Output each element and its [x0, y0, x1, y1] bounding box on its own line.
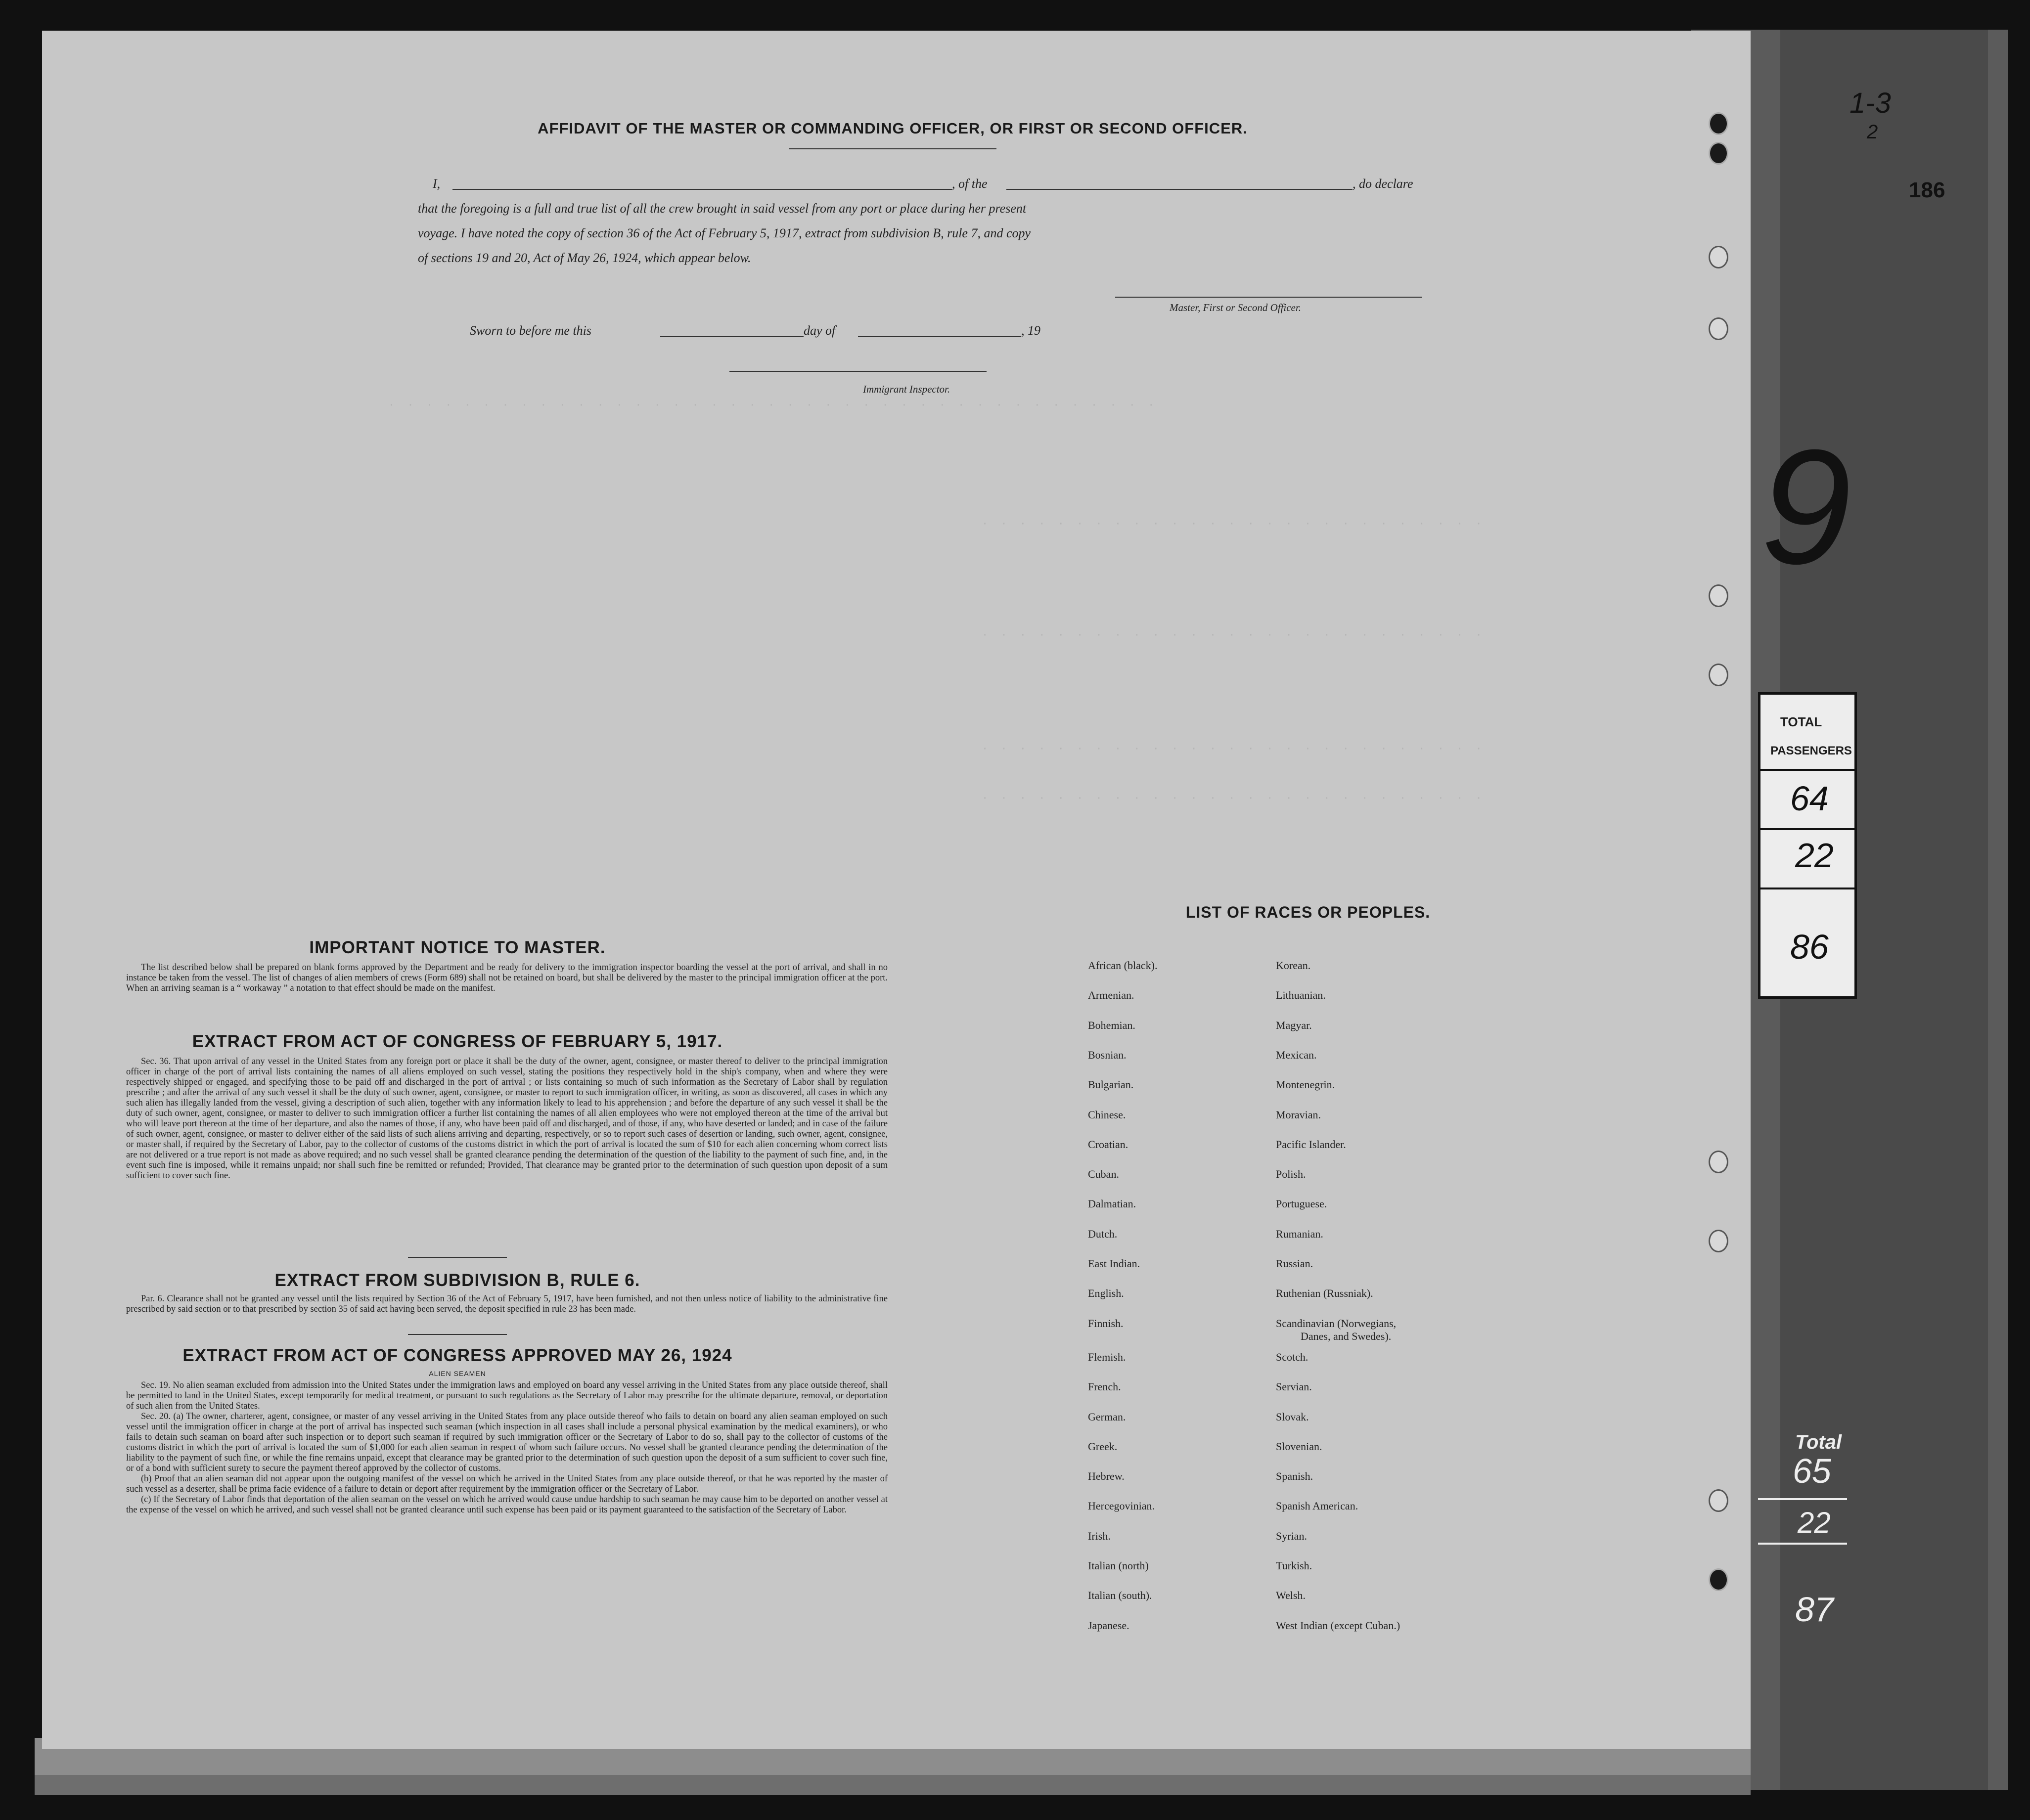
race-left-0: African (black). — [1088, 959, 1158, 972]
race-right-0: Korean. — [1276, 959, 1311, 972]
race-left-16: Greek. — [1088, 1440, 1118, 1453]
race-right-13: Scotch. — [1276, 1350, 1308, 1363]
extract-1924-subtitle: ALIEN SEAMEN — [429, 1370, 486, 1377]
margin-note-sub: 2 — [1867, 121, 1878, 143]
race-left-22: Japanese. — [1088, 1619, 1129, 1632]
vessel-blank — [1006, 189, 1353, 190]
race-left-19: Irish. — [1088, 1529, 1111, 1542]
race-left-4: Bulgarian. — [1088, 1078, 1134, 1091]
race-left-7: Cuban. — [1088, 1168, 1119, 1181]
margin-big-number: 9 — [1760, 415, 1851, 598]
section-divider — [408, 1334, 507, 1335]
race-left-3: Bosnian. — [1088, 1048, 1127, 1061]
race-right-1: Lithuanian. — [1276, 989, 1326, 1002]
tally-lower-value-1: 65 — [1793, 1452, 1831, 1490]
sworn-year: , 19 — [1021, 323, 1040, 338]
lower-sheet-edge-shadow — [35, 1775, 1751, 1795]
race-right-9: Rumanian. — [1276, 1227, 1323, 1240]
race-right-12: Scandinavian (Norwegians, — [1276, 1317, 1397, 1330]
race-right-20: Turkish. — [1276, 1559, 1312, 1572]
extract-1924-title: EXTRACT FROM ACT OF CONGRESS APPROVED MAY 26, 1924 — [182, 1346, 732, 1365]
binding-hole — [1709, 1568, 1728, 1591]
extract-1924-text — [126, 1380, 888, 1515]
binding-hole — [1709, 1230, 1728, 1252]
sworn-dayof: day of — [804, 323, 836, 338]
extract-1917-paragraph: Sec. 36. That upon arrival of any vessel in the United States from any foreign port or place it shall be the duty of the owner, agent, consignee, or master thereof to deliver to the principal immigration officer in charge of the port of arrival lists containing the names of all aliens employed on such vessel, stating the positions they respectively hold in the ship's company, when and where they were respectively shipped or engaged, and specifying those to be paid off and discharged in the port of arrival ; or lists containing so much of such information as the Secretary of Labor shall by regulation prescribe ; and after the arrival of any such vessel it shall be the duty of such owner, agent, consignee, or master to report to such immigration officer, in writing, as soon as discovered, all cases in which any such alien has illegally landed from the vessel, giving a description of such alien, together with any information likely to lead to his apprehension ; and before the departure of any such vessel it shall be the duty of such owner, agent, consignee, or master to deliver to such immigration officer a further list containing the names of all alien employees who were not employed thereon at the time of the arrival but who will leave port thereon at the time of her departure, and also the names of those, if any, who have been paid off and discharged, and of those, if any, who have deserted or landed; and in case of the failure of such owner, agent, consignee, or master to deliver either of the said lists of such aliens arriving and departing, respectively, or so to report such cases of desertion or landing, such owner, agent, consignee, or master shall, if required by the Secretary of Labor, pay to the collector of customs of the customs district in which the port of arrival is located the sum of $10 for each alien concerning whom correct lists are not delivered or a true report is not made as above required; and no such vessel shall be granted clearance pending the determination of the question of the liability to the payment of such fine, and, in the event such fine is imposed, while it remains unpaid; nor shall such fine be remitted or refunded; Provided, That clearance may be granted prior to the determination of such question upon deposit of a sum sufficient to cover such fine. — [126, 1057, 888, 1181]
extract-rule6-title: EXTRACT FROM SUBDIVISION B, RULE 6. — [274, 1271, 640, 1290]
name-blank — [452, 189, 952, 190]
extract-1924-sec20c: (c) If the Secretary of Labor finds that deportation of the alien seaman on the vessel on which he arrived would cause undue hardship to such seaman he may cause him to be deported on another vessel at the expense of the vessel on which he arrived, and such vessel shall not be granted clearance until such expense has been paid or its payment guaranteed to the satisfaction of the Secretary of Labor. — [126, 1495, 888, 1515]
race-right-2: Magyar. — [1276, 1019, 1312, 1031]
sworn-month-blank — [858, 336, 1021, 337]
race-right-22: West Indian (except Cuban.) — [1276, 1619, 1400, 1632]
affidavit-title-rule — [789, 148, 996, 149]
race-left-10: East Indian. — [1088, 1257, 1140, 1270]
extract-1917-text — [126, 1057, 888, 1181]
tally-upper-header1: TOTAL — [1780, 714, 1822, 729]
binding-hole — [1709, 142, 1728, 165]
race-left-20: Italian (north) — [1088, 1559, 1149, 1572]
tally-lower — [1758, 1429, 1854, 1646]
extract-rule6-paragraph: Par. 6. Clearance shall not be granted any vessel until the lists required by Section 36 of the Act of February 5, 1917, have been furnished, and not then unless notice of liability to the administrative fine prescribed by said section or to that prescribed by section 35 of said act having been served, the deposit specified in rule 23 has been made. — [126, 1294, 888, 1314]
binding-hole — [1709, 664, 1728, 686]
margin-note-number: 186 — [1909, 178, 1945, 202]
binding-hole — [1709, 317, 1728, 340]
affidavit-line3: voyage. I have noted the copy of section 36 of the Act of February 5, 1917, extract from subdivision B, rule 7, and copy — [418, 226, 1031, 240]
race-right-21: Welsh. — [1276, 1589, 1306, 1602]
extract-rule6-text — [126, 1294, 888, 1315]
race-left-13: Flemish. — [1088, 1350, 1126, 1363]
section-divider — [408, 1257, 507, 1258]
bleed-through-row: · · · · · · · · · · · · · · · · · · · · · · · · · · · · · · · · · · · · · · · · · — [388, 399, 1158, 411]
bleed-through-row: · · · · · · · · · · · · · · · · · · · · · · · · · · · — [982, 743, 1485, 755]
document-page — [42, 31, 1751, 1749]
tally-upper-value-2: 22 — [1795, 836, 1834, 875]
affidavit-line1-ofthe: , of the — [952, 177, 988, 191]
race-right-7: Polish. — [1276, 1168, 1306, 1181]
master-signature-label: Master, First or Second Officer. — [1170, 302, 1301, 313]
race-right-8: Portuguese. — [1276, 1198, 1327, 1210]
master-signature-line — [1115, 297, 1422, 298]
race-left-14: French. — [1088, 1380, 1121, 1393]
race-left-18: Hercegovinian. — [1088, 1500, 1155, 1512]
tally-upper — [1758, 692, 1857, 999]
race-left-9: Dutch. — [1088, 1227, 1118, 1240]
notice-title: IMPORTANT NOTICE TO MASTER. — [309, 938, 606, 957]
bleed-through-row: · · · · · · · · · · · · · · · · · · · · · · · · · · · — [982, 629, 1485, 641]
race-right-6: Pacific Islander. — [1276, 1138, 1346, 1151]
tally-upper-header2: PASSENGERS — [1770, 744, 1852, 757]
tally-upper-value-1: 64 — [1790, 779, 1829, 818]
margin-note-top: 1-3 — [1850, 87, 1891, 119]
race-left-1: Armenian. — [1088, 989, 1134, 1002]
race-right-18: Spanish American. — [1276, 1500, 1358, 1512]
binding-hole — [1709, 1489, 1728, 1512]
race-right-15: Slovak. — [1276, 1410, 1309, 1423]
race-right-5: Moravian. — [1276, 1108, 1321, 1121]
affidavit-line4: of sections 19 and 20, Act of May 26, 1924, which appear below. — [418, 251, 751, 265]
extract-1924-sec20a: Sec. 20. (a) The owner, charterer, agent, consignee, or master of any vessel arriving in the United States from any place outside thereof who fails to detain on board any alien seaman employed on such vessel until the immigration officer in charge at the port of arrival has inspected such seaman (which inspection in all cases shall include a personal physical examination by the medical examiners), or who fails to detain such seaman on board after such inspection or to deport such seaman if required by such immigration officer or the Secretary of Labor to do so, shall pay to the collector of customs of the customs district in which the port of arrival is located the sum of $1,000 for each alien seaman in respect of whom such failure occurs. No vessel shall be granted clearance pending the determination of the liability to the payment of such fine, or while the fine remains unpaid, except that clearance may be granted prior to the determination of such question upon the deposit of a sum sufficient to cover such fine, or of a bond with sufficient surety to secure the payment thereof approved by the collector of customs. — [126, 1412, 888, 1473]
race-left-21: Italian (south). — [1088, 1589, 1152, 1602]
binding-hole — [1709, 112, 1728, 135]
bleed-through-row: · · · · · · · · · · · · · · · · · · · · · · · · · · · — [982, 518, 1485, 530]
notice-paragraph: The list described below shall be prepared on blank forms approved by the Department and be ready for delivery to the immigration inspector boarding the vessel at the port of arrival, and shall in no instance be taken from the vessel. The list of changes of alien members of crews (Form 689) shall not be retained on board, but shall be delivered by the master to the principal immigration officer at the port. When an arriving seaman is a “ workaway ” a notation to that effect should be made on the manifest. — [126, 963, 888, 993]
race-left-12: Finnish. — [1088, 1317, 1124, 1330]
inspector-label: Immigrant Inspector. — [863, 383, 950, 395]
affidavit-line1-declare: , do declare — [1353, 177, 1413, 191]
race-left-8: Dalmatian. — [1088, 1198, 1136, 1210]
tally-lower-header: Total — [1795, 1431, 1842, 1453]
race-left-15: German. — [1088, 1410, 1126, 1423]
sworn-label: Sworn to before me this — [470, 323, 592, 338]
affidavit-title: AFFIDAVIT OF THE MASTER OR COMMANDING OFFICER, OR FIRST OR SECOND OFFICER. — [538, 120, 1248, 137]
extract-1917-title: EXTRACT FROM ACT OF CONGRESS OF FEBRUARY 5, 1917. — [192, 1032, 723, 1051]
race-right-11: Ruthenian (Russniak). — [1276, 1287, 1373, 1300]
inspector-signature-line — [729, 371, 987, 372]
notice-text — [126, 963, 888, 994]
race-left-5: Chinese. — [1088, 1108, 1126, 1121]
race-right-10: Russian. — [1276, 1257, 1313, 1270]
race-right-17: Spanish. — [1276, 1470, 1313, 1483]
affidavit-line2: that the foregoing is a full and true list of all the crew brought in said vessel from any port or place during her present — [418, 201, 1027, 216]
affidavit-line1-i: I, — [433, 177, 441, 191]
extract-1924-sec19: Sec. 19. No alien seaman excluded from admission into the United States under the immigration laws and employed on board any vessel arriving in the United States from any place outside thereof, shall be permitted to land in the United States, except temporarily for medical treatment, or pursuant to such regulations as the Secretary of Labor may prescribe for the ultimate departure, removal, or deportation of such alien from the United States. — [126, 1380, 888, 1411]
tally-lower-value-3: 87 — [1795, 1590, 1834, 1629]
race-right-4: Montenegrin. — [1276, 1078, 1335, 1091]
race-right-14: Servian. — [1276, 1380, 1312, 1393]
race-right-19: Syrian. — [1276, 1529, 1307, 1542]
extract-1924-sec20b: (b) Proof that an alien seaman did not appear upon the outgoing manifest of the vessel on which he arrived in the United States from any place outside thereof, or that he was reported by the master of such vessel as a deserter, shall be prima facie evidence of a failure to detain or deport after requirement by the immigration officer or the Secretary of Labor. — [126, 1474, 888, 1494]
binding-hole — [1709, 584, 1728, 607]
bleed-through-row: · · · · · · · · · · · · · · · · · · · · · · · · · · · — [982, 792, 1485, 804]
race-left-17: Hebrew. — [1088, 1470, 1125, 1483]
tally-lower-value-2: 22 — [1798, 1506, 1831, 1539]
race-right-3: Mexican. — [1276, 1048, 1317, 1061]
race-left-2: Bohemian. — [1088, 1019, 1135, 1031]
sworn-day-blank — [660, 336, 804, 337]
race-left-11: English. — [1088, 1287, 1124, 1300]
tally-upper-value-3: 86 — [1790, 928, 1829, 966]
binding-hole — [1709, 246, 1728, 268]
races-title: LIST OF RACES OR PEOPLES. — [1185, 903, 1431, 921]
binding-hole — [1709, 1151, 1728, 1173]
race-right-16: Slovenian. — [1276, 1440, 1322, 1453]
race-scandinavian-continued: Danes, and Swedes). — [1301, 1330, 1392, 1342]
race-left-6: Croatian. — [1088, 1138, 1128, 1151]
